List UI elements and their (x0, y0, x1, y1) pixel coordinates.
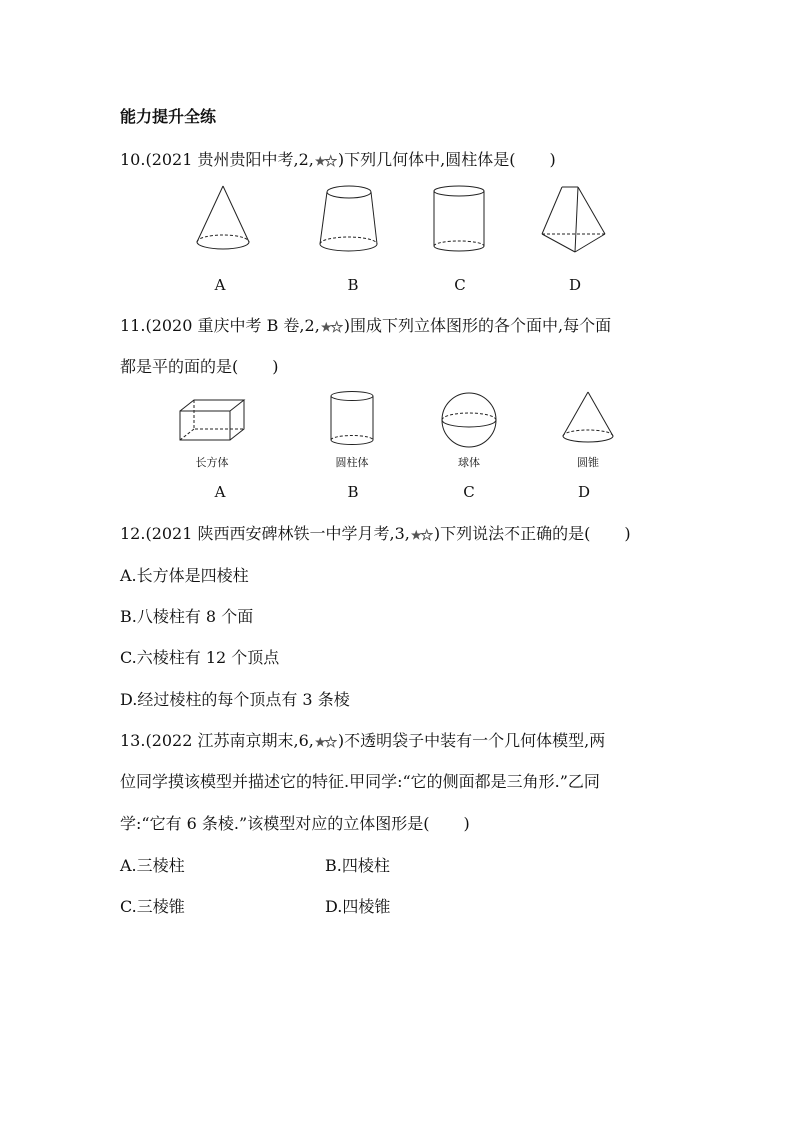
cone-icon (558, 390, 618, 448)
cone-icon (190, 184, 260, 256)
q12-prefix: 12.(2021 陕西西安碑林铁一中学月考,3, (120, 524, 410, 543)
q10-label-d: D (568, 276, 582, 294)
question-13-line3: 学:“它有 6 条棱.”该模型对应的立体图形是( ) (120, 814, 470, 833)
pyramid-icon (538, 184, 610, 260)
question-11-line2: 都是平的面的是( ) (120, 357, 279, 376)
difficulty-stars-icon (411, 528, 433, 542)
difficulty-stars-icon (321, 320, 343, 334)
question-13-line2: 位同学摸该模型并描述它的特征.甲同学:“它的侧面都是三角形.”乙同 (120, 772, 600, 791)
q10-label-c: C (454, 276, 466, 294)
q10-label-b: B (347, 276, 359, 294)
q10-suffix: )下列几何体中,圆柱体是( (337, 150, 516, 169)
q12-option-a: A.长方体是四棱柱 (120, 566, 249, 585)
q13-option-d: D.四棱锥 (325, 897, 391, 916)
question-13 (120, 731, 605, 751)
q11-suffix: )围成下列立体图形的各个面中,每个面 (343, 316, 612, 335)
q11-prefix: 11.(2020 重庆中考 B 卷,2, (120, 316, 320, 335)
cylinder-icon (428, 184, 492, 256)
caption-cone: 圆锥 (577, 456, 599, 469)
cuboid-icon (178, 398, 246, 444)
q13-option-a: A.三棱柱 (120, 856, 185, 875)
difficulty-stars-icon (315, 154, 337, 168)
q11-label-b: B (347, 483, 359, 501)
frustum-icon (315, 184, 385, 256)
caption-cylinder: 圆柱体 (335, 456, 369, 469)
caption-cuboid: 长方体 (195, 456, 229, 469)
q13-option-c: C.三棱锥 (120, 897, 185, 916)
q13-prefix: 13.(2022 江苏南京期末,6, (120, 731, 314, 750)
question-12: 12.(2021 陕西西安碑林铁一中学月考,3, )下列说法不正确的是( ) (120, 524, 631, 543)
difficulty-stars-icon (315, 735, 337, 749)
q12-option-b: B.八棱柱有 8 个面 (120, 607, 254, 626)
sphere-icon (438, 392, 500, 450)
q11-label-c: C (463, 483, 475, 501)
q10-prefix: 10.(2021 贵州贵阳中考,2, (120, 150, 314, 169)
q12-option-d: D.经过棱柱的每个顶点有 3 条棱 (120, 690, 350, 709)
q10-label-a: A (214, 276, 226, 294)
section-title: 能力提升全练 (120, 107, 217, 126)
q11-label-a: A (214, 483, 226, 501)
q12-suffix: )下列说法不正确的是( (433, 524, 591, 543)
question-10: 10.(2021 贵州贵阳中考,2, )下列几何体中,圆柱体是( ) (120, 150, 556, 169)
q12-option-c: C.六棱柱有 12 个顶点 (120, 648, 280, 667)
q13-option-b: B.四棱柱 (325, 856, 390, 875)
caption-sphere: 球体 (458, 456, 480, 469)
cylinder-icon (326, 390, 378, 448)
q11-label-d: D (577, 483, 591, 501)
question-11 (120, 316, 611, 336)
q13-suffix: )不透明袋子中装有一个几何体模型,两 (337, 731, 606, 750)
